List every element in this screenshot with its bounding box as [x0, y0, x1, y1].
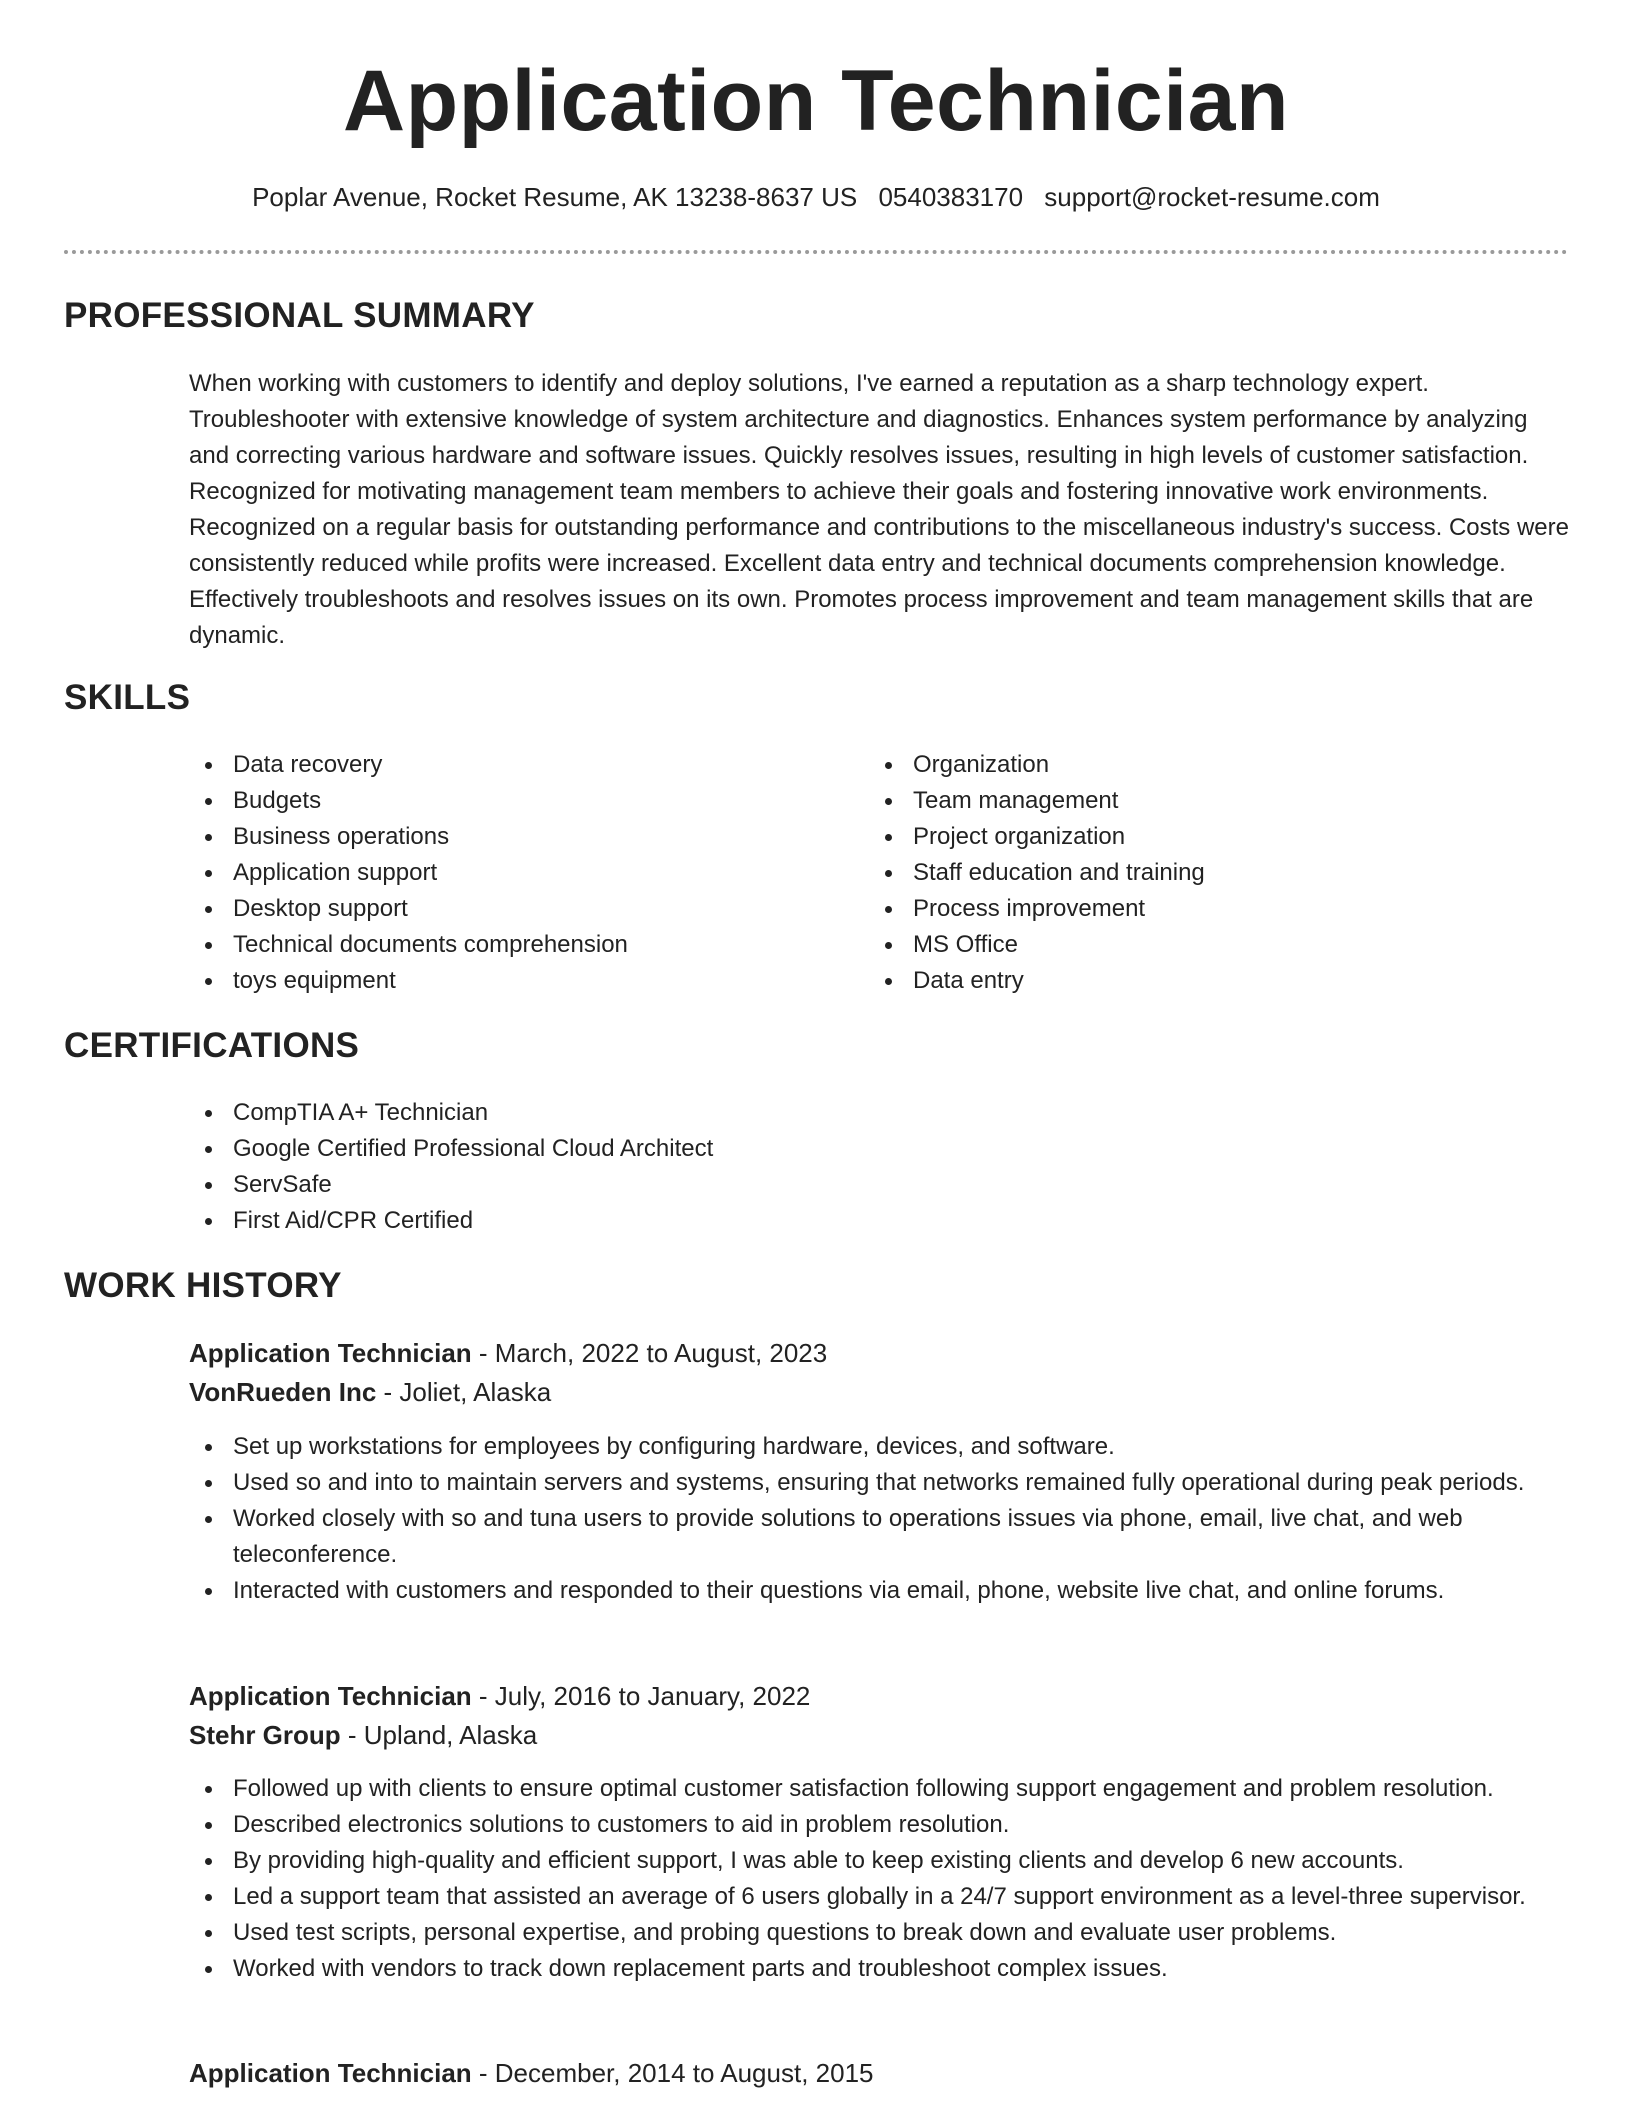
job-company-line	[189, 1720, 537, 1751]
summary-text: When working with customers to identify and deploy solutions, I've earned a reputation as a sharp technology expert. Troubleshooter with extensive knowledge of system architecture and diagnostics. Enhances system performance by analyzing and correcting various hardware and software issues. Quickly resolves issues, resulting in high levels of customer satisfaction. Recognized for motivating management team members to achieve their goals and fostering innovative work environments. Recognized on a regular basis for outstanding performance and contributions to the miscellaneous industry's success. Costs were consistently reduced while profits were increased. Excellent data entry and technical documents comprehension knowledge. Effectively troubleshoots and resolves issues on its own. Promotes process improvement and team management skills that are dynamic.	[189, 370, 1569, 649]
certifications-heading: CERTIFICATIONS	[64, 1026, 360, 1065]
skill-item: Business operations	[189, 819, 849, 855]
job-role: Application Technician	[189, 1681, 472, 1711]
job-bullet: Set up workstations for employees by configuring hardware, devices, and software.	[189, 1429, 1569, 1465]
contact-email: support@rocket-resume.com	[1044, 182, 1380, 212]
skills-heading: SKILLS	[64, 678, 191, 717]
job-dates: - March, 2022 to August, 2023	[471, 1338, 828, 1368]
skill-item: Staff education and training	[869, 855, 1529, 891]
skill-item: Technical documents comprehension	[189, 927, 849, 963]
skill-item: Data recovery	[189, 747, 849, 783]
skill-item: Organization	[869, 747, 1529, 783]
skill-item: Data entry	[869, 963, 1529, 999]
job-company: Stehr Group	[189, 1720, 341, 1750]
job-bullet: Interacted with customers and responded to their questions via email, phone, website live chat, and online forums.	[189, 1573, 1569, 1609]
summary-heading: PROFESSIONAL SUMMARY	[64, 296, 535, 335]
job-title-line	[189, 2058, 874, 2089]
job-bullet: Used test scripts, personal expertise, and probing questions to break down and evaluate user problems.	[189, 1915, 1569, 1951]
job-bullets	[189, 1429, 1569, 1609]
job-company-line	[189, 1377, 551, 1408]
contact-address: Poplar Avenue, Rocket Resume, AK 13238-8637 US	[252, 182, 858, 212]
job-bullet: Worked with vendors to track down replacement parts and troubleshoot complex issues.	[189, 1951, 1569, 1987]
job-bullets	[189, 1771, 1569, 1987]
certification-item: CompTIA A+ Technician	[189, 1095, 1569, 1131]
job-title-line	[189, 1338, 827, 1369]
certification-item: First Aid/CPR Certified	[189, 1203, 1569, 1239]
job-bullet: Used so and into to maintain servers and systems, ensuring that networks remained fully operational during peak periods.	[189, 1465, 1569, 1501]
resume-name: Application Technician	[343, 53, 1289, 149]
skill-item: toys equipment	[189, 963, 849, 999]
skill-item: Process improvement	[869, 891, 1529, 927]
certification-item: ServSafe	[189, 1167, 1569, 1203]
skill-item: Budgets	[189, 783, 849, 819]
skill-item: Team management	[869, 783, 1529, 819]
job-location: - Joliet, Alaska	[376, 1377, 552, 1407]
job-bullet: By providing high-quality and efficient support, I was able to keep existing clients and develop 6 new accounts.	[189, 1843, 1569, 1879]
job-role: Application Technician	[189, 2058, 472, 2088]
job-location: - Upland, Alaska	[340, 1720, 538, 1750]
skills-list-right	[869, 747, 1529, 999]
skills-list-left	[189, 747, 849, 999]
job-company: VonRueden Inc	[189, 1377, 377, 1407]
job-bullet: Described electronics solutions to customers to aid in problem resolution.	[189, 1807, 1569, 1843]
job-bullet: Followed up with clients to ensure optimal customer satisfaction following support engagement and problem resolution.	[189, 1771, 1569, 1807]
skill-item: Application support	[189, 855, 849, 891]
job-title-line	[189, 1681, 810, 1712]
contact-line	[0, 182, 1632, 213]
skill-item: MS Office	[869, 927, 1529, 963]
header-divider	[64, 250, 1568, 254]
job-dates: - December, 2014 to August, 2015	[471, 2058, 874, 2088]
job-role: Application Technician	[189, 1338, 472, 1368]
job-bullet: Led a support team that assisted an average of 6 users globally in a 24/7 support environment as a level-three supervisor.	[189, 1879, 1569, 1915]
certifications-list	[189, 1095, 1569, 1239]
skill-item: Project organization	[869, 819, 1529, 855]
job-dates: - July, 2016 to January, 2022	[471, 1681, 811, 1711]
contact-phone: 0540383170	[878, 182, 1024, 212]
certification-item: Google Certified Professional Cloud Architect	[189, 1131, 1569, 1167]
job-bullet: Worked closely with so and tuna users to provide solutions to operations issues via phone, email, live chat, and web teleconference.	[189, 1501, 1569, 1573]
work-history-heading: WORK HISTORY	[64, 1266, 342, 1305]
skill-item: Desktop support	[189, 891, 849, 927]
